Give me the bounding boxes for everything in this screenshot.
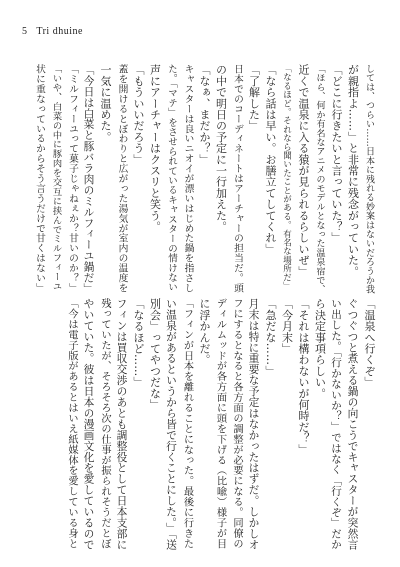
text-line: ディルムッドが各方面に頭を下げる（比喩）様子が目	[214, 298, 227, 549]
text-line: 「なら話は早い。お膳立てしてくれ」	[264, 64, 277, 255]
text-line: やいていた。彼は日本の漫画文化を愛しているので	[82, 298, 96, 550]
text-line: 「いや、白菜の中に豚肉を交互に挟んでミルフィーユ	[50, 64, 62, 291]
text-line: 「なるほど……」	[132, 298, 145, 388]
text-line: い出した。「行かないか？」ではなく「行くぞ」だか	[330, 298, 342, 550]
text-line: 「それは構わないが何時だ？」	[297, 298, 310, 455]
text-line: 「もういいだろう」	[132, 64, 145, 165]
text-line: 「どこに行きたいと言っていた？」	[330, 64, 343, 244]
running-title: Tri dhuine	[36, 26, 83, 37]
text-line: 「急だな……」	[264, 298, 277, 377]
text-line: 「今は電子版があるとはいえ紙媒体を愛している身と	[66, 298, 78, 549]
upper-text-block	[66, 298, 377, 551]
text-line: 「なぁ、まだか？」	[198, 64, 211, 165]
text-line: 「なるほど。それなら聞いたことがある。有名な場所だ」	[281, 64, 292, 291]
text-line: い温泉があるというから皆で行くことにした。」「送	[165, 298, 178, 551]
text-line: 一気に温めた。	[99, 64, 112, 143]
text-line: 蓋を開けるとぼわりと広がった湯気が室内の温度を	[116, 64, 128, 293]
text-line: に浮かんだ。	[198, 298, 211, 366]
text-line: 「フィンが日本を離れることになった。最後に行きた	[181, 298, 194, 549]
text-line: 月末は特に重要な予定はなかったはずだ。しかしオ	[247, 298, 261, 550]
text-line: 状に重なっているからそう言うだけで甘くはない」	[34, 64, 45, 293]
text-line: 別会」ってやつだな」	[148, 298, 162, 410]
text-line: た。「マテ」をさせられているキャスターの情けない	[166, 64, 177, 293]
text-line: 日本でのコーディネートはアーチャーの担当だ。頭	[232, 64, 243, 293]
text-line: 「ミルフィーユって菓子じゃねぇか？甘いのか？」	[67, 64, 78, 293]
text-line: しては、つらい……日本に残れる妙案はないだろうか我	[364, 64, 374, 294]
text-line: 「今日は白菜と豚バラ肉のミルフィーユ鍋だ」	[82, 64, 96, 294]
lower-text-block	[34, 64, 377, 296]
text-line: 近くで温泉に入る猿が見られるらしいぜ」	[297, 64, 310, 277]
text-line: ぐつぐつと煮える鍋の向こうでキャスターが突然言	[346, 298, 360, 550]
page-number: 5	[22, 26, 28, 37]
text-line: 残っていたが、そろそろ次の仕事が振られそうだとぼ	[99, 298, 111, 549]
text-line: が親指よ……」と非常に残念がっていた。	[346, 64, 360, 277]
text-line: 「温泉へ行くぞ」	[363, 298, 376, 388]
page-header	[22, 26, 83, 37]
text-line: 「ほら、何か有名なアニメのモデルとなった温泉宿で、	[314, 64, 325, 294]
text-line: キャスターは良いニオイが漂いはじめた鍋を指さし	[182, 64, 194, 293]
text-line: の中で明日の予定に一行加えた。	[214, 64, 228, 232]
text-line: 声にアーチャーはクスリと笑う。	[148, 64, 162, 232]
text-line: 「今月末」	[280, 298, 294, 354]
text-line: フィンは買収交渉のあとも調整役として日本支部に	[115, 298, 129, 550]
text-line: ら決定事項らしい。	[313, 298, 327, 399]
text-line: 「了解した」	[247, 64, 261, 132]
text-line: フにするとなると各方面の調整が必要になる。同僚の	[231, 298, 243, 549]
